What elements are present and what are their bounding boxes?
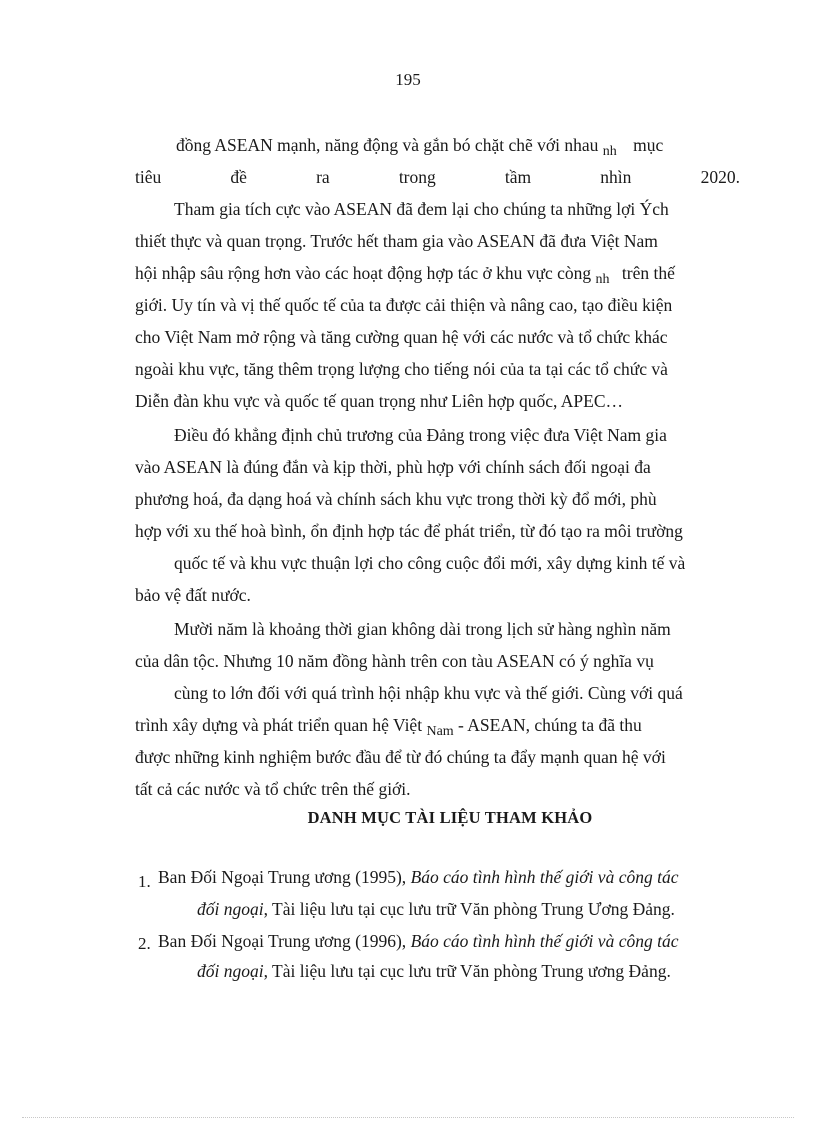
subscript-fragment: Nam xyxy=(426,724,454,739)
text-line: trình xây dựng và phát triển quan hệ Việt $_{Nam}$ - ASEAN, chúng ta đã thu xyxy=(135,715,642,739)
text-line: Mười năm là khoảng thời gian không dài trong lịch sử hàng nghìn năm xyxy=(174,619,671,639)
text-line: hợp với xu thế hoà bình, ổn định hợp tác để phát triển, từ đó tạo ra môi trường xyxy=(135,521,683,541)
text-line: giới. Uy tín và vị thế quốc tế của ta được cải thiện và nâng cao, tạo điều kiện xyxy=(135,295,673,315)
text-line: phương hoá, đa dạng hoá và chính sách khu vực trong thời kỳ đổ mới, phù xyxy=(135,489,657,509)
subscript-fragment: nh xyxy=(602,144,617,159)
reference-title: Báo cáo tình hình thế giới và công tác xyxy=(410,867,679,887)
reference-title: đối ngoại xyxy=(197,899,264,919)
text-line: quốc tế và khu vực thuận lợi cho công cuộc đổi mới, xây dựng kinh tế và xyxy=(174,553,686,573)
text-line-justified: tiêu đề ra trong tầm nhìn 2020. xyxy=(135,167,740,187)
text-line: vào ASEAN là đúng đắn và kịp thời, phù hợp với chính sách đối ngoại đa xyxy=(135,457,651,477)
page-number: 195 xyxy=(395,70,421,89)
text-line: ngoài khu vực, tăng thêm trọng lượng cho tiếng nói của ta tại các tổ chức và xyxy=(135,359,668,379)
text-line: Tham gia tích cực vào ASEAN đã đem lại cho chúng ta những lợi Ých xyxy=(174,199,669,219)
text-line: Diễn đàn khu vực và quốc tế quan trọng như Liên hợp quốc, APEC… xyxy=(135,391,624,411)
text-line: của dân tộc. Nhưng 10 năm đồng hành trên con tàu ASEAN có ý nghĩa vụ xyxy=(135,651,654,671)
reference-line: Ban Đối Ngoại Trung ương (1996), Báo cáo tình hình thế giới và công tác xyxy=(158,931,679,951)
text-line: cho Việt Nam mở rộng và tăng cường quan hệ với các nước và tổ chức khác xyxy=(135,327,668,347)
reference-number: 2. xyxy=(138,934,151,953)
reference-title: đối ngoại xyxy=(197,961,264,981)
reference-number: 1. xyxy=(138,872,151,891)
text-line: thiết thực và quan trọng. Trước hết tham gia vào ASEAN đã đưa Việt Nam xyxy=(135,231,658,251)
text-line: cùng to lớn đối với quá trình hội nhập khu vực và thế giới. Cùng với quá xyxy=(174,683,683,703)
reference-title: Báo cáo tình hình thế giới và công tác xyxy=(410,931,679,951)
text-line: tất cả các nước và tổ chức trên thế giới. xyxy=(135,779,411,799)
text-line: đồng ASEAN mạnh, năng động và gắn bó chặt chẽ với nhau $_{nh}$ mục xyxy=(176,135,664,159)
subscript-fragment: nh xyxy=(595,272,610,287)
reference-line: đối ngoại, Tài liệu lưu tại cục lưu trữ Văn phòng Trung Ương Đảng. xyxy=(197,899,675,919)
text-line: được những kinh nghiệm bước đầu để từ đó chúng ta đẩy mạnh quan hệ với xyxy=(135,747,666,767)
text-line: bảo vệ đất nước. xyxy=(135,585,251,605)
reference-line: Ban Đối Ngoại Trung ương (1995), Báo cáo tình hình thế giới và công tác xyxy=(158,867,679,887)
reference-line: đối ngoại, Tài liệu lưu tại cục lưu trữ Văn phòng Trung ương Đảng. xyxy=(197,961,671,981)
text-line: Điều đó khẳng định chủ trương của Đảng trong việc đưa Việt Nam gia xyxy=(174,425,667,445)
text-line: hội nhập sâu rộng hơn vào các hoạt động hợp tác ở khu vực còng $_{nh}$ trên thế xyxy=(135,263,675,287)
footer-divider xyxy=(22,1117,794,1118)
references-heading: DANH MỤC TÀI LIỆU THAM KHẢO xyxy=(307,808,593,827)
